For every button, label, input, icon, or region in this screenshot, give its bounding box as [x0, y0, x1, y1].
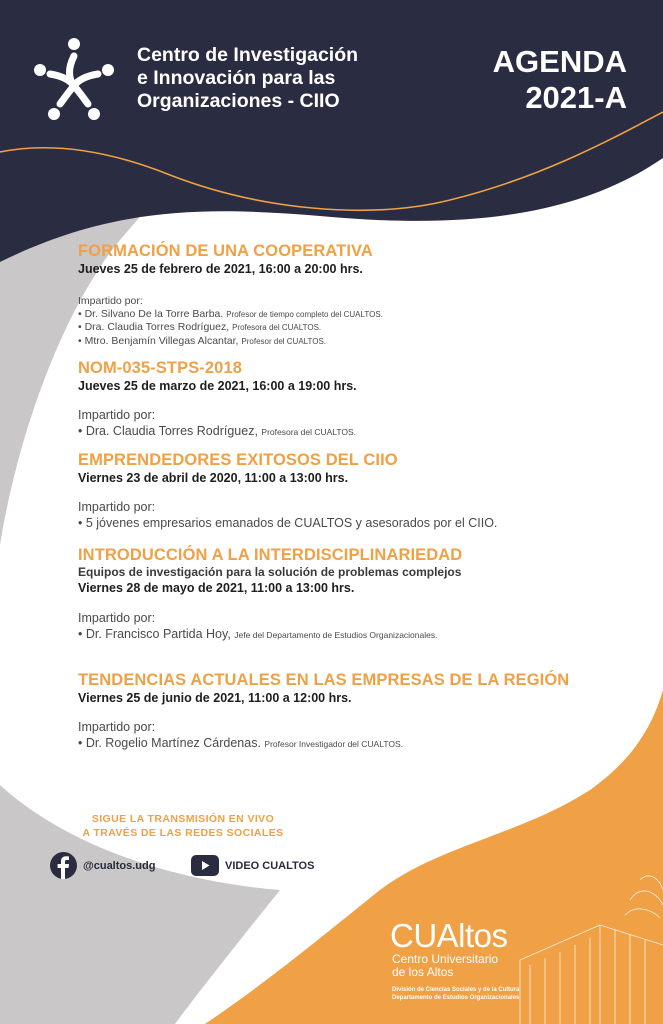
event-date: Jueves 25 de marzo de 2021, 16:00 a 19:00 hrs.: [78, 379, 357, 393]
facebook-link[interactable]: [50, 852, 155, 879]
speakers-label: Impartido por:: [78, 611, 156, 625]
agenda-word: AGENDA: [492, 44, 627, 79]
follow-line-2: A TRAVÉS DE LAS REDES SOCIALES: [82, 826, 284, 839]
speakers-label: Impartido por:: [78, 295, 143, 307]
speaker-role: Profesor del CUALTOS.: [241, 336, 327, 346]
speaker-name: • Dra. Claudia Torres Rodríguez,: [78, 424, 258, 438]
event-item: [78, 359, 357, 440]
division-line-2: Departamento de Estudios Organizacionales: [392, 995, 520, 1001]
speaker-role: Profesora del CUALTOS.: [232, 323, 322, 332]
youtube-icon: [191, 855, 219, 876]
cualtos-name-line-2: de los Altos: [392, 965, 454, 979]
speaker-line: [78, 423, 357, 440]
event-date: Viernes 23 de abril de 2020, 11:00 a 13:00 hrs.: [78, 471, 349, 485]
org-title: [137, 44, 358, 113]
event-subtitle: Equipos de investigación para la solución de problemas complejos: [78, 565, 462, 579]
speaker-name: • Dra. Claudia Torres Rodríguez,: [78, 321, 230, 333]
speaker-name: • Dr. Francisco Partida Hoy,: [78, 627, 231, 641]
speaker-role: Jefe del Departamento de Estudios Organizacionales.: [234, 630, 438, 640]
event-date: Jueves 25 de febrero de 2021, 16:00 a 20:00 hrs.: [78, 262, 363, 276]
facebook-handle: @cualtos.udg: [83, 859, 156, 872]
agenda-title: [493, 44, 627, 116]
speaker-line: [78, 308, 383, 322]
event-title: TENDENCIAS ACTUALES EN LAS EMPRESAS DE LA REGIÓN: [78, 671, 570, 689]
youtube-label: VIDEO CUALTOS: [225, 859, 315, 872]
speakers-label: Impartido por:: [78, 408, 156, 422]
speakers-label: Impartido por:: [78, 500, 156, 514]
event-title: EMPRENDEDORES EXITOSOS DEL CIIO: [78, 451, 398, 469]
follow-live-notice: [70, 813, 296, 840]
event-item: [78, 451, 497, 531]
cualtos-brand: CUAltos: [390, 917, 508, 954]
cualtos-name: [392, 953, 498, 979]
speaker-role: Profesor de tiempo completo del CUALTOS.: [226, 309, 383, 319]
cualtos-division: [392, 986, 519, 1002]
ciio-logo-icon: [28, 36, 120, 124]
org-title-line-1: Centro de Investigación: [137, 44, 359, 66]
speaker-name: • Dr. Rogelio Martínez Cárdenas.: [78, 736, 261, 750]
event-title: INTRODUCCIÓN A LA INTERDISCIPLINARIEDAD: [78, 546, 463, 564]
org-title-line-3: Organizaciones - CIIO: [137, 90, 340, 112]
youtube-link[interactable]: [191, 855, 314, 876]
facebook-icon: [50, 852, 77, 879]
speaker-line: [78, 626, 462, 643]
event-date: Viernes 25 de junio de 2021, 11:00 a 12:00 hrs.: [78, 691, 352, 705]
speaker-name: • Dr. Silvano De la Torre Barba.: [78, 307, 224, 320]
cualtos-name-line-1: Centro Universitario: [392, 952, 499, 966]
event-item: [78, 546, 462, 643]
event-title: NOM-035-STPS-2018: [78, 359, 243, 377]
speaker-line: [78, 515, 497, 531]
org-title-line-2: e Innovación para las: [137, 67, 336, 89]
speaker-role: Profesora del CUALTOS.: [261, 427, 357, 437]
agenda-term: 2021-A: [525, 80, 627, 115]
speaker-line: [78, 335, 383, 349]
follow-line-1: SIGUE LA TRANSMISIÓN EN VIVO: [91, 813, 275, 825]
event-title: FORMACIÓN DE UNA COOPERATIVA: [78, 242, 373, 260]
speaker-name: • 5 jóvenes empresarios emanados de CUALTOS y asesorados por el CIIO.: [78, 516, 498, 530]
event-item: [78, 242, 383, 348]
speaker-name: • Mtro. Benjamín Villegas Alcantar,: [78, 334, 239, 347]
speaker-role: Profesor Investigador del CUALTOS.: [264, 739, 404, 749]
speaker-line: [78, 321, 383, 335]
speakers-label: Impartido por:: [78, 720, 156, 734]
event-item: [78, 671, 569, 752]
speaker-line: [78, 735, 569, 752]
event-date: Viernes 28 de mayo de 2021, 11:00 a 13:00 hrs.: [78, 581, 355, 595]
division-line-1: División de Ciencias Sociales y de la Cultura: [392, 987, 520, 993]
